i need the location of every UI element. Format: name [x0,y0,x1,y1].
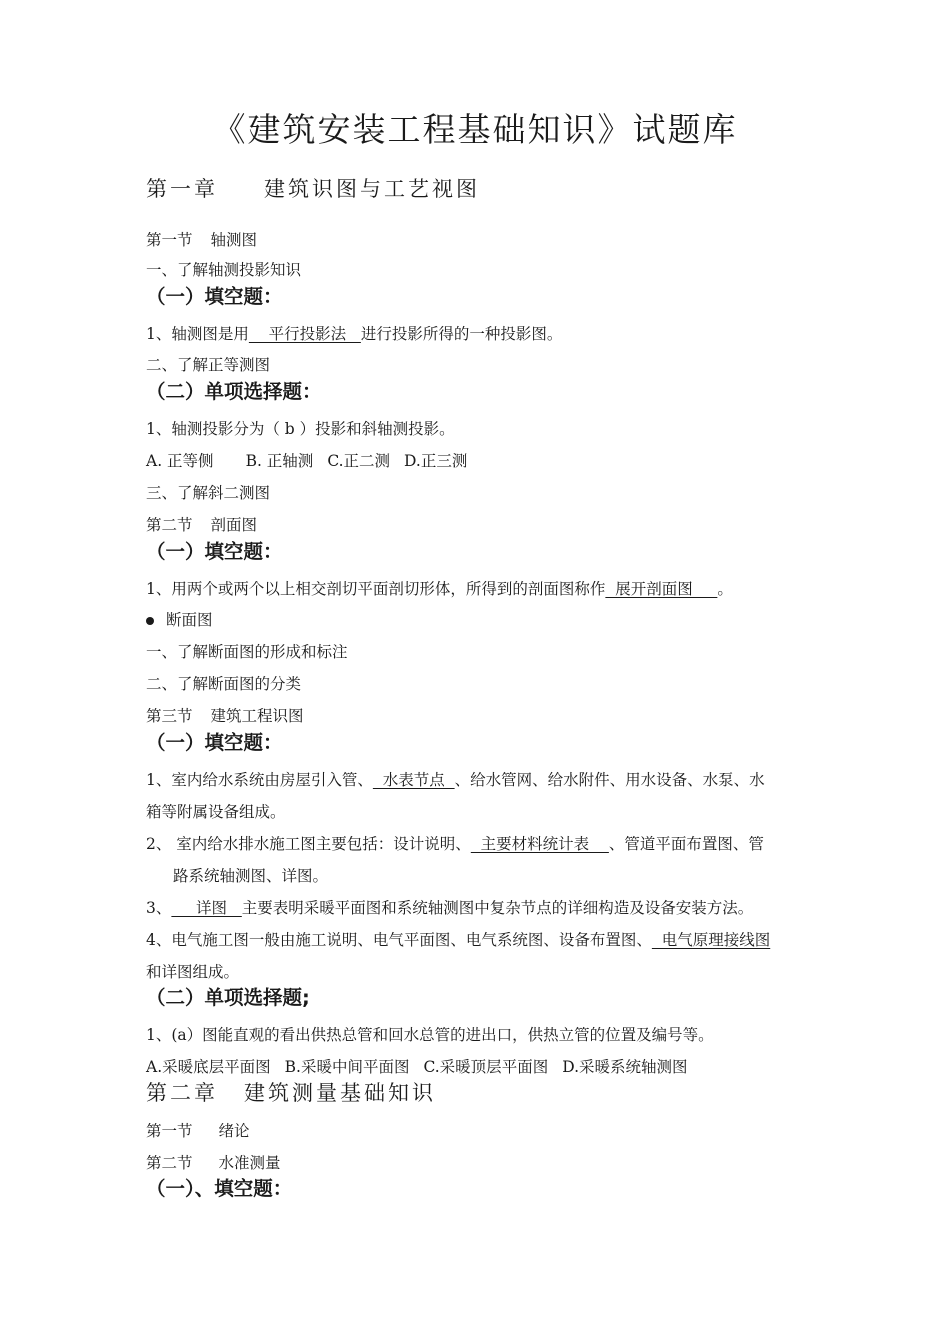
topic-line-5: 二、了解断面图的分类 [146,675,302,693]
question-4-text-end: 、给水管网、给水附件、用水设备、水泵、水 [454,771,765,789]
section-1-heading [146,228,257,250]
fill-blank-heading-4: （一）、填空题： [146,1177,293,1200]
section-5-name: 水准测量 [218,1154,281,1172]
question-6 [146,896,753,918]
bullet-text: 断面图 [166,611,213,629]
document-title: 《建筑安装工程基础知识》试题库 [212,110,738,149]
question-7-answer: 电气原理接线图 [651,931,771,949]
question-8-options [146,1055,702,1077]
option-b: B. 正轴测 [245,452,314,470]
section-1-name: 轴测图 [210,231,258,249]
question-6-text-end: 主要表明采暖平面图和系统轴测图中复杂节点的详细构造及设备安装方法。 [241,899,754,917]
chapter-2-name: 建筑测量基础知识 [244,1081,436,1105]
bullet-item [146,608,213,630]
chapter-2-label: 第二章 [146,1081,218,1105]
question-4-continued: 箱等附属设备组成。 [146,803,286,821]
option-c: C.正二测 [327,452,391,470]
option-d: D.采暖系统轴测图 [562,1058,688,1076]
question-2: 1、轴测投影分为（ b ）投影和斜轴测投影。 [146,420,455,438]
question-3-answer: 展开剖面图 [605,580,718,598]
question-4 [146,768,765,790]
section-3-label: 第三节 [146,707,193,725]
fill-blank-heading-1: （一）填空题： [146,285,283,308]
section-2-heading [146,513,257,535]
question-5-text-end: 、管道平面布置图、管 [608,835,764,853]
question-3-text: 1、用两个或两个以上相交剖切平面剖切形体，所得到的剖面图称作 [146,580,606,598]
option-b: B.采暖中间平面图 [284,1058,410,1076]
section-4-label: 第一节 [146,1122,193,1140]
question-5 [146,832,764,854]
chapter-1-name: 建筑识图与工艺视图 [264,177,480,201]
question-2-options [146,449,481,471]
question-4-text: 1、室内给水系统由房屋引入管、 [146,771,373,789]
section-1-label: 第一节 [146,231,193,249]
fill-blank-heading-3: （一）填空题： [146,731,283,754]
option-c: C.采暖顶层平面图 [423,1058,549,1076]
question-5-answer: 主要材料统计表 [470,835,609,853]
question-1-text-end: 进行投影所得的一种投影图。 [360,325,563,343]
section-5-heading [146,1151,281,1173]
question-5-text: 2、 室内给水排水施工图主要包括：设计说明、 [146,835,471,853]
question-8: 1、(a）图能直观的看出供热总管和回水总管的进出口，供热立管的位置及编号等。 [146,1026,714,1044]
option-d: D.正三测 [404,452,468,470]
question-1 [146,322,562,344]
question-3 [146,577,733,599]
question-7-continued: 和详图组成。 [146,963,240,981]
section-2-label: 第二节 [146,516,193,534]
option-a: A. 正等侧 [146,452,214,470]
option-a: A.采暖底层平面图 [146,1058,271,1076]
section-2-name: 剖面图 [210,516,258,534]
question-7 [146,928,770,950]
section-3-name: 建筑工程识图 [210,707,304,725]
question-7-text: 4、电气施工图一般由施工说明、电气平面图、电气系统图、设备布置图、 [146,931,652,949]
question-1-answer: 平行投影法 [248,325,361,343]
section-5-label: 第二节 [146,1154,193,1172]
question-6-answer: 详图 [171,899,242,917]
choice-heading-1: （二）单项选择题： [146,380,322,403]
question-1-text: 1、轴测图是用 [146,325,249,343]
question-5-continued: 路系统轴测图、详图。 [173,867,329,885]
question-3-text-end: 。 [717,580,733,598]
section-4-heading [146,1119,250,1141]
section-4-name: 绪论 [218,1122,250,1140]
topic-line-1: 一、了解轴测投影知识 [146,261,302,279]
topic-line-3: 三、了解斜二测图 [146,484,271,502]
fill-blank-heading-2: （一）填空题： [146,540,283,563]
choice-heading-2: （二）单项选择题; [146,986,310,1009]
chapter-1-label: 第一章 [146,177,218,201]
topic-line-2: 二、了解正等测图 [146,356,271,374]
chapter-1-heading [146,173,480,203]
question-6-text: 3、 [146,899,172,917]
question-4-answer: 水表节点 [372,771,455,789]
topic-line-4: 一、了解断面图的形成和标注 [146,643,348,661]
chapter-2-heading [146,1077,436,1107]
bullet-icon [146,617,154,625]
section-3-heading [146,704,304,726]
